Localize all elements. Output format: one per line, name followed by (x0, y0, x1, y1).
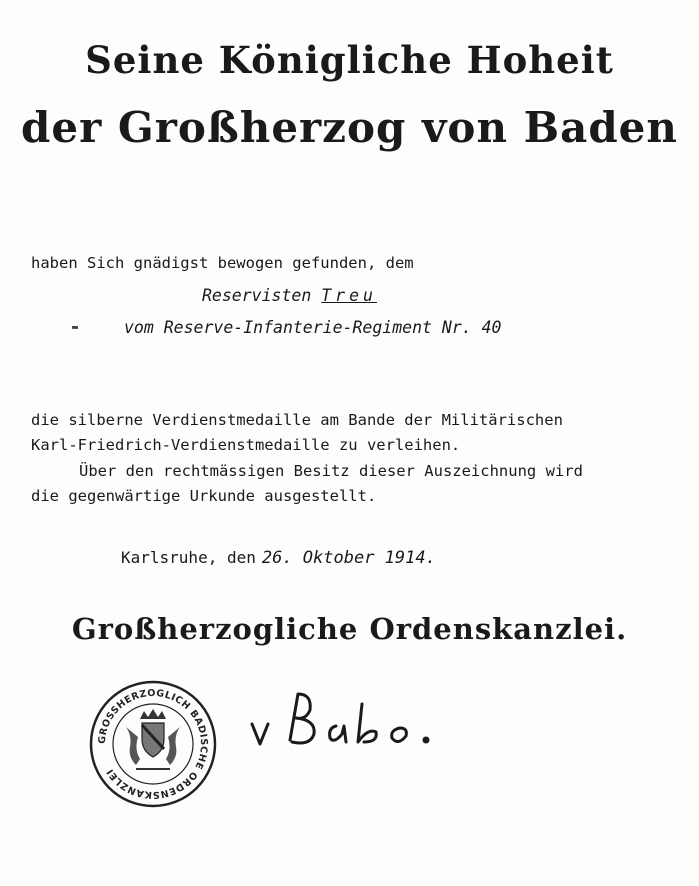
ink-mark: ▬ (72, 322, 79, 333)
office-title: Großherzogliche Ordenskanzlei. (71, 612, 628, 646)
regiment-line: vom Reserve-Infanterie-Regiment Nr. 40 (124, 318, 502, 337)
place-date-line (121, 548, 436, 568)
recipient-rank: Reservisten (202, 286, 312, 305)
official-seal-icon (88, 679, 218, 809)
award-text-line-1: die silberne Verdienstmedaille am Bande der Militärischen (31, 411, 563, 429)
place-text: Karlsruhe, den (121, 548, 256, 567)
award-text-line-4: die gegenwärtige Urkunde ausgestellt. (31, 487, 377, 505)
award-text-line-2: Karl-Friedrich-Verdienstmedaille zu verleihen. (31, 436, 461, 454)
recipient-name: Treu (321, 286, 377, 305)
document-title-line-1: Seine Königliche Hoheit (85, 38, 614, 82)
intro-text: haben Sich gnädigst bewogen gefunden, dem (31, 254, 414, 272)
date-text: 26. Oktober 1914. (261, 548, 436, 568)
svg-text:GROSSHERZOGLICH BADISCHE ORDEN: GROSSHERZOGLICH BADISCHE ORDENSKANZLEI (96, 687, 210, 801)
document-title-line-2: der Großherzog von Baden (21, 103, 678, 152)
recipient-line (202, 286, 377, 305)
award-text-line-3: Über den rechtmässigen Besitz dieser Auszeichnung wird (79, 462, 583, 480)
signature (250, 680, 470, 760)
